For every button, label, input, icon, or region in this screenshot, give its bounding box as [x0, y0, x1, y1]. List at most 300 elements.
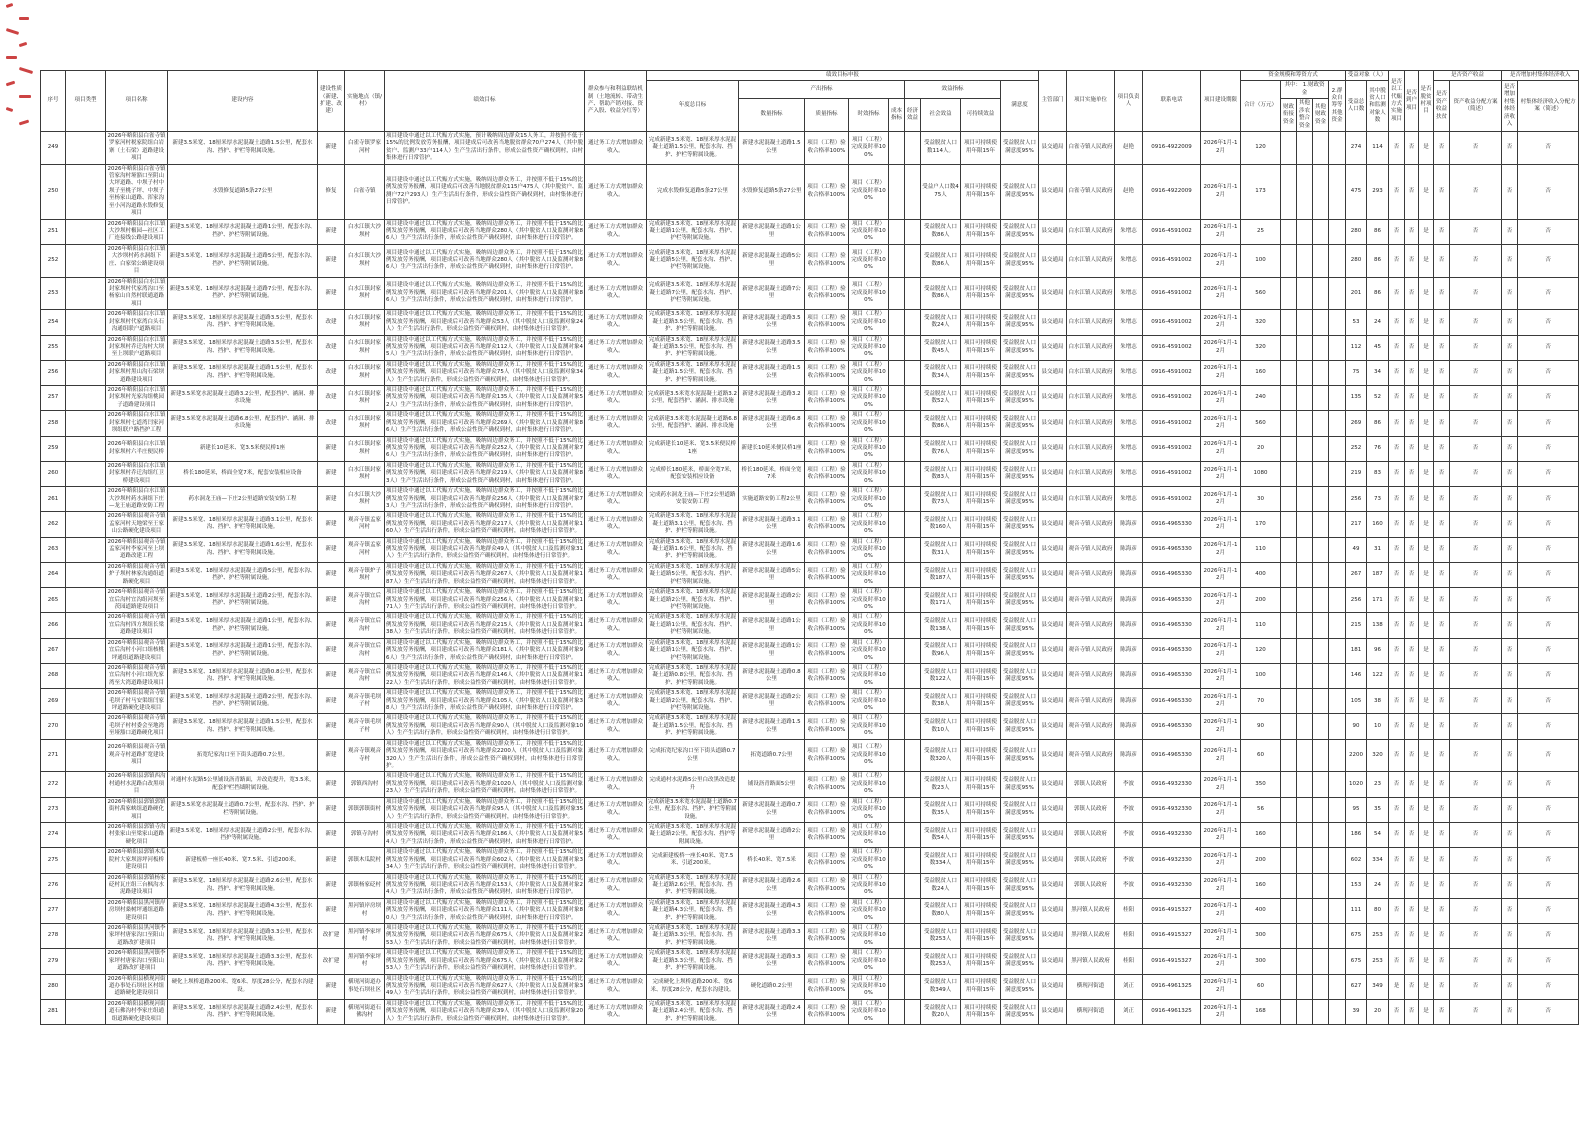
cell-construction-nature: 新建 [318, 277, 345, 310]
cell-total-fund: 110 [1241, 613, 1281, 638]
cell-flag-poverty-village: 是 [1419, 244, 1434, 277]
cell-phone: 0916-4591002 [1143, 244, 1201, 277]
cell-timeliness: 项目（工程）完成及时率100% [849, 537, 889, 562]
cell-other-fiscal-fund [1313, 739, 1329, 772]
cell-leader: 朱增志 [1115, 335, 1143, 360]
cell-serial: 269 [41, 689, 66, 714]
cell-participation: 通过务工方式增加群众收入。 [585, 898, 647, 923]
cell-period: 2026年1月-12月 [1201, 689, 1241, 714]
cell-quality: 项目（工程）验收合格率100% [805, 487, 849, 512]
cell-performance-goal: 项目建设中通过以工代赈方式实施，吸纳周边群众务工，并按照不低于15%的比例发放劳务报酬，项目建成后可改善当地群众146人（其中脱贫人口及监测对象122人）生产生活出行条件，形成公益性资产确权到村，由村集体进行日常管护。 [385, 663, 585, 688]
cell-annual-goal: 完成新建3.5米宽、18厘米厚水泥混凝土道路7公里，配套水沟、挡护、护栏等附属设施。 [647, 277, 739, 310]
col-header-collective-increase: 是否增加村集体经济收入 [1502, 81, 1518, 132]
cell-construction-nature: 新建 [318, 663, 345, 688]
cell-satisfaction: 受益脱贫人口满意度95% [1001, 772, 1039, 797]
cell-performance-goal: 项目建设中通过以工代赈方式实施，吸纳周边群众务工，并按照不低于15%的比例发放劳务报酬，项目建成后可改善当地群众602人（其中脱贫人口及监测对象334人）生产生活出行条件，形成公益性资产确权到村，由村集体进行日常管护。 [385, 848, 585, 873]
cell-dept: 县交通局 [1039, 277, 1067, 310]
cell-timeliness: 项目（工程）完成及时率100% [849, 219, 889, 244]
cell-leader: 陈海彦 [1115, 739, 1143, 772]
cell-performance-goal: 项目建设中通过以工代赈方式实施，吸纳周边群众务工，并按照不低于15%的比例发放劳务报酬，项目建成后可改善当地群众105人（其中脱贫人口及监测对象38人）生产生活出行条件，形成公益性资产确权到村，由村集体进行日常管护。 [385, 689, 585, 714]
cell-flag-collective-increase: 否 [1502, 461, 1518, 486]
cell-performance-goal: 项目建设中通过以工代赈方式实施，吸纳周边群众务工，并按照不低于15%的比例发放劳务报酬，项目建成后可改善当地群众90人（其中脱贫人口及监测对象10人）生产生活出行条件，形成公益性资产确权到村，由村集体进行日常管护。 [385, 714, 585, 739]
table-row [41, 797, 1579, 822]
cell-social: 受益脱贫人口数160人 [921, 512, 961, 537]
cell-poor-population: 171 [1367, 588, 1389, 613]
cell-flag-poverty-village: 是 [1419, 638, 1434, 663]
cell-asset-plan: 否 [1450, 512, 1502, 537]
cell-quantity: 新建水泥混凝土道路2公里 [739, 689, 805, 714]
cell-quality: 项目（工程）验收合格率100% [805, 949, 849, 974]
cell-performance-goal: 项目建设中通过以工代赈方式实施，吸纳周边群众务工，并按照不低于15%的比例发放劳务报酬，项目建成后可改善当地群众112人（其中脱贫人口及监测对象45人）生产生活出行条件，形成公益性资产确权到村，由村集体进行日常管护。 [385, 335, 585, 360]
cell-annual-goal: 完成新建3.5米宽水泥混凝土道路3.2公里，配套挡护、涵洞、排水设施 [647, 386, 739, 411]
cell-social: 受益脱贫人口数187人 [921, 562, 961, 587]
cell-project-type [66, 873, 106, 898]
cell-flag-asset-income: 否 [1434, 512, 1450, 537]
cell-poor-population: 334 [1367, 848, 1389, 873]
table-row [41, 588, 1579, 613]
cell-leader: 陈海彦 [1115, 613, 1143, 638]
table-row [41, 822, 1579, 847]
cell-project-name: 2026年略阳县观音寺镇宜后沟村四方坝组长梁道路建设项目 [106, 613, 168, 638]
cell-serial: 277 [41, 898, 66, 923]
cell-cost [889, 277, 905, 310]
cell-annual-goal: 完成新建长10延米、宽3.5米便民桥1座 [647, 436, 739, 461]
cell-social: 受益脱贫人口数76人 [921, 436, 961, 461]
cell-satisfaction: 受益脱贫人口满意度95% [1001, 386, 1039, 411]
cell-serial: 263 [41, 537, 66, 562]
cell-asset-plan: 否 [1450, 949, 1502, 974]
cell-self-raised [1329, 512, 1346, 537]
cell-location: 观音寺镇宜后沟村 [345, 588, 385, 613]
table-row [41, 360, 1579, 385]
cell-flag-collective-increase: 否 [1502, 797, 1518, 822]
cell-flag-to-household: 否 [1405, 797, 1419, 822]
cell-economic [905, 131, 921, 164]
cell-construction-nature: 修复 [318, 164, 345, 219]
cell-project-name: 2026年略阳县郭镇杨家砭村瓦庄组三台枫沟水泥路建设项目 [106, 873, 168, 898]
cell-dept: 县交通局 [1039, 335, 1067, 360]
cell-cost [889, 537, 905, 562]
cell-fiscal-link-fund [1281, 822, 1297, 847]
cell-serial: 253 [41, 277, 66, 310]
cell-collective-plan: 否 [1518, 335, 1579, 360]
cell-construction-nature: 新建 [318, 487, 345, 512]
cell-total-fund: 200 [1241, 588, 1281, 613]
cell-asset-plan: 否 [1450, 638, 1502, 663]
cell-implementing-unit: 观音寺镇人民政府 [1067, 537, 1115, 562]
cell-implementing-unit: 郭镇人民政府 [1067, 873, 1115, 898]
col-header-project-type: 项目类型 [66, 71, 106, 132]
cell-flag-to-household: 否 [1405, 335, 1419, 360]
cell-satisfaction: 受益脱贫人口满意度95% [1001, 335, 1039, 360]
table-header [41, 71, 1579, 132]
cell-total-fund: 170 [1241, 512, 1281, 537]
cell-quality: 项目（工程）验收合格率100% [805, 588, 849, 613]
cell-implementing-unit: 横现河街道 [1067, 974, 1115, 999]
cell-fiscal-link-fund [1281, 714, 1297, 739]
cell-total-fund: 70 [1241, 689, 1281, 714]
red-ink-marks [4, 4, 38, 144]
cell-flag-asset-income: 否 [1434, 562, 1450, 587]
cell-leader: 朱增志 [1115, 244, 1143, 277]
cell-flag-to-household: 否 [1405, 613, 1419, 638]
cell-asset-plan: 否 [1450, 436, 1502, 461]
cell-annual-goal: 完成新建3.5米宽、18厘米厚水泥混凝土道路2公里，配套水沟、挡护、护栏等附属设施。 [647, 689, 739, 714]
cell-flag-poverty-village: 是 [1419, 487, 1434, 512]
cell-leader: 朱增志 [1115, 386, 1143, 411]
cell-performance-goal: 项目建设中通过以工代赈方式实施，吸纳周边群众务工，并按照不低于15%的比例发放劳务报酬，项目建成后可改善当地群众675人（其中脱贫人口及监测对象253人）生产生活出行条件，形成公益性资产确权到村，由村集体进行日常管护。 [385, 924, 585, 949]
cell-fiscal-link-fund [1281, 277, 1297, 310]
col-header-economic: 经济效益 [905, 99, 921, 132]
cell-flag-asset-income: 否 [1434, 663, 1450, 688]
cell-participation: 通过务工方式增加群众收入。 [585, 663, 647, 688]
cell-dept: 县交通局 [1039, 537, 1067, 562]
cell-flag-work-relief: 否 [1389, 873, 1405, 898]
cell-timeliness: 项目（工程）完成及时率100% [849, 739, 889, 772]
group-header-benefit-indicators: 效益指标 [905, 81, 1001, 99]
cell-timeliness: 项目（工程）完成及时率100% [849, 487, 889, 512]
cell-cost [889, 663, 905, 688]
cell-implementing-unit: 白水江镇人民政府 [1067, 219, 1115, 244]
cell-project-name: 2026年略阳县黑河镇李家坪村唐家沟口至阳山道路改扩建项目 [106, 924, 168, 949]
cell-location: 白水江镇封家坝村 [345, 335, 385, 360]
cell-total-fund: 56 [1241, 797, 1281, 822]
cell-sustain: 项目可持续使用年限15年 [961, 537, 1001, 562]
cell-flag-to-household: 否 [1405, 663, 1419, 688]
cell-project-name: 2026年略阳县郭镇木瓜院村大家坝溶坪河板桥建设项目 [106, 848, 168, 873]
cell-flag-work-relief: 否 [1389, 848, 1405, 873]
cell-quantity: 新建水泥混凝土道路3.2公里 [739, 386, 805, 411]
cell-collective-plan: 否 [1518, 848, 1579, 873]
cell-phone: 0916-4915327 [1143, 924, 1201, 949]
cell-economic [905, 310, 921, 335]
cell-poor-population: 138 [1367, 613, 1389, 638]
cell-dept: 县交通局 [1039, 772, 1067, 797]
cell-implementing-unit: 观音寺镇人民政府 [1067, 562, 1115, 587]
cell-quantity: 新建水泥混凝土道路2.6公里 [739, 873, 805, 898]
cell-self-raised [1329, 360, 1346, 385]
cell-period: 2026年1月-12月 [1201, 898, 1241, 923]
cell-sustain: 项目可持续使用年限15年 [961, 638, 1001, 663]
cell-period: 2026年1月-12月 [1201, 277, 1241, 310]
cell-project-type [66, 898, 106, 923]
cell-asset-plan: 否 [1450, 613, 1502, 638]
cell-construction-nature: 新建 [318, 562, 345, 587]
cell-location: 观音寺镇毛坝子村 [345, 689, 385, 714]
cell-total-fund: 300 [1241, 924, 1281, 949]
cell-cost [889, 131, 905, 164]
cell-construction-nature: 新建 [318, 873, 345, 898]
cell-other-fiscal-fund [1313, 924, 1329, 949]
cell-participation: 通过务工方式增加群众收入。 [585, 638, 647, 663]
cell-flag-collective-increase: 否 [1502, 562, 1518, 587]
cell-social: 受益脱贫人口数10人 [921, 714, 961, 739]
cell-quality: 项目（工程）验收合格率100% [805, 797, 849, 822]
cell-poor-population: 86 [1367, 411, 1389, 436]
cell-phone: 0916-4965330 [1143, 714, 1201, 739]
cell-serial: 251 [41, 219, 66, 244]
cell-location: 横现河街道办事处石坝社区 [345, 974, 385, 999]
cell-self-raised [1329, 131, 1346, 164]
cell-poor-population: 31 [1367, 537, 1389, 562]
cell-social: 受益脱贫人口数86人 [921, 411, 961, 436]
cell-flag-work-relief: 否 [1389, 898, 1405, 923]
cell-flag-work-relief: 否 [1389, 588, 1405, 613]
cell-quantity: 新建水泥混凝土道路3.1公里 [739, 512, 805, 537]
cell-phone: 0916-4591002 [1143, 335, 1201, 360]
cell-self-raised [1329, 739, 1346, 772]
cell-location: 观音寺镇孟家河村 [345, 537, 385, 562]
cell-poor-population: 187 [1367, 562, 1389, 587]
cell-period: 2026年1月-12月 [1201, 588, 1241, 613]
col-header-poor-population: 其中脱贫人口和监测对象人数 [1367, 81, 1389, 132]
table-row [41, 164, 1579, 219]
cell-agri-integrated-fund [1297, 822, 1313, 847]
cell-project-type [66, 164, 106, 219]
cell-phone: 0916-4591002 [1143, 310, 1201, 335]
cell-flag-poverty-village: 是 [1419, 588, 1434, 613]
cell-collective-plan: 否 [1518, 562, 1579, 587]
cell-participation: 通过务工方式增加群众收入。 [585, 714, 647, 739]
cell-total-fund: 560 [1241, 277, 1281, 310]
cell-phone: 0916-4965330 [1143, 739, 1201, 772]
cell-project-type [66, 714, 106, 739]
cell-project-type [66, 244, 106, 277]
cell-participation: 通过务工方式增加群众收入。 [585, 848, 647, 873]
table-row [41, 999, 1579, 1024]
cell-location: 白雀寺镇罗家河村 [345, 131, 385, 164]
cell-location: 观音寺镇孟家河村 [345, 512, 385, 537]
red-ink-mark [19, 95, 31, 98]
cell-flag-asset-income: 否 [1434, 974, 1450, 999]
cell-other-fiscal-fund [1313, 663, 1329, 688]
cell-sustain: 项目可持续使用年限15年 [961, 386, 1001, 411]
cell-quantity: 新建水泥混凝土道路3.3公里 [739, 924, 805, 949]
cell-total-fund: 20 [1241, 436, 1281, 461]
cell-flag-asset-income: 否 [1434, 310, 1450, 335]
cell-flag-asset-income: 否 [1434, 772, 1450, 797]
cell-asset-plan: 否 [1450, 411, 1502, 436]
cell-annual-goal: 完成新建3.5米宽、18厘米厚水泥混凝土道路1.5公里，配套水沟、挡护、护栏等附属设施。 [647, 714, 739, 739]
cell-fiscal-link-fund [1281, 537, 1297, 562]
cell-leader: 赵艳 [1115, 164, 1143, 219]
cell-social: 受益脱贫人口数38人 [921, 689, 961, 714]
cell-quality: 项目（工程）验收合格率100% [805, 663, 849, 688]
cell-timeliness: 项目（工程）完成及时率100% [849, 949, 889, 974]
cell-agri-integrated-fund [1297, 131, 1313, 164]
col-header-sustain: 可持续效益 [961, 99, 1001, 132]
cell-annual-goal: 完成新建3.5米宽、18厘米厚水泥混凝土道路5公里，配套水沟、挡护、护栏等附属设施。 [647, 244, 739, 277]
cell-economic [905, 219, 921, 244]
cell-annual-goal: 完成新建3.5米宽、18厘米厚水泥混凝土道路1.5公里，配套水沟、挡护、护栏等附属设施。 [647, 360, 739, 385]
cell-period: 2026年1月-12月 [1201, 562, 1241, 587]
cell-leader: 刘正 [1115, 974, 1143, 999]
cell-social: 受益脱贫人口数34人 [921, 360, 961, 385]
cell-asset-plan: 否 [1450, 219, 1502, 244]
cell-flag-work-relief: 否 [1389, 360, 1405, 385]
cell-implementing-unit: 观音寺镇人民政府 [1067, 588, 1115, 613]
cell-fiscal-link-fund [1281, 638, 1297, 663]
cell-construction-content: 新建3.5米宽、18厘米厚水泥混凝土道路2.6公里，配套水沟、挡护、护栏等附属设施。 [168, 873, 318, 898]
cell-self-raised [1329, 219, 1346, 244]
table-row [41, 974, 1579, 999]
cell-annual-goal: 完成新建3.5米宽、18厘米厚水泥混凝土道路1.6公里，配套水沟、挡护、护栏等附属设施。 [647, 537, 739, 562]
cell-collective-plan: 否 [1518, 797, 1579, 822]
cell-asset-plan: 否 [1450, 164, 1502, 219]
cell-collective-plan: 否 [1518, 999, 1579, 1024]
cell-total-fund: 90 [1241, 714, 1281, 739]
cell-satisfaction: 受益脱贫人口满意度95% [1001, 848, 1039, 873]
cell-sustain: 项目可持续使用年限15年 [961, 689, 1001, 714]
cell-performance-goal: 项目建设中通过以工代赈方式实施，吸纳周边群众务工，并按照不低于15%的比例发放劳务报酬，项目建成后可改善当地群众215人（其中脱贫人口及监测对象138人）生产生活出行条件，形成公益性资产确权到村，由村集体进行日常管护。 [385, 613, 585, 638]
cell-fiscal-link-fund [1281, 739, 1297, 772]
cell-location: 白水江镇大沙坝村 [345, 487, 385, 512]
cell-self-raised [1329, 924, 1346, 949]
cell-poor-population: 320 [1367, 739, 1389, 772]
cell-social: 受益脱贫人口数171人 [921, 588, 961, 613]
cell-total-population: 602 [1346, 848, 1367, 873]
cell-cost [889, 411, 905, 436]
group-header-output-indicators: 产出指标 [739, 81, 905, 99]
cell-agri-integrated-fund [1297, 797, 1313, 822]
cell-flag-asset-income: 否 [1434, 219, 1450, 244]
cell-dept: 县交通局 [1039, 244, 1067, 277]
cell-construction-nature: 新建 [318, 613, 345, 638]
cell-agri-integrated-fund [1297, 739, 1313, 772]
cell-serial: 275 [41, 848, 66, 873]
cell-quantity: 新建水泥混凝土道路4.3公里 [739, 898, 805, 923]
cell-quantity: 新建水泥混凝土道路5公里 [739, 562, 805, 587]
table-row [41, 689, 1579, 714]
cell-period: 2026年1月-12月 [1201, 537, 1241, 562]
cell-phone: 0916-4915327 [1143, 898, 1201, 923]
cell-asset-plan: 否 [1450, 974, 1502, 999]
cell-construction-nature: 新建 [318, 512, 345, 537]
cell-total-population: 2200 [1346, 739, 1367, 772]
cell-annual-goal: 完成新建3.5米宽、18厘米厚水泥混凝土道路1公里，配套水沟、挡护、护栏等附属设施。 [647, 638, 739, 663]
cell-flag-poverty-village: 是 [1419, 999, 1434, 1024]
cell-self-raised [1329, 436, 1346, 461]
red-ink-mark [6, 81, 15, 87]
cell-period: 2026年1月-12月 [1201, 613, 1241, 638]
cell-sustain: 项目可持续使用年限15年 [961, 436, 1001, 461]
cell-leader: 陈海彦 [1115, 512, 1143, 537]
cell-poor-population: 10 [1367, 714, 1389, 739]
cell-serial: 281 [41, 999, 66, 1024]
cell-economic [905, 739, 921, 772]
cell-serial: 273 [41, 797, 66, 822]
cell-quantity: 新建水泥混凝土道路1公里 [739, 613, 805, 638]
cell-dept: 县交通局 [1039, 310, 1067, 335]
cell-social: 受益脱贫人口数86人 [921, 219, 961, 244]
cell-social: 受益脱贫人口数73人 [921, 487, 961, 512]
cell-satisfaction: 受益脱贫人口满意度95% [1001, 310, 1039, 335]
table-row [41, 772, 1579, 797]
cell-flag-asset-income: 否 [1434, 873, 1450, 898]
cell-other-fiscal-fund [1313, 974, 1329, 999]
cell-cost [889, 638, 905, 663]
cell-satisfaction: 受益脱贫人口满意度95% [1001, 638, 1039, 663]
cell-participation: 通过务工方式增加群众收入。 [585, 999, 647, 1024]
cell-other-fiscal-fund [1313, 873, 1329, 898]
table-row [41, 436, 1579, 461]
cell-quantity: 新建水泥混凝土道路1.6公里 [739, 537, 805, 562]
red-ink-mark [19, 120, 29, 126]
cell-timeliness: 项目（工程）完成及时率100% [849, 999, 889, 1024]
cell-collective-plan: 否 [1518, 487, 1579, 512]
cell-sustain: 项目可持续使用年限15年 [961, 613, 1001, 638]
cell-flag-collective-increase: 否 [1502, 164, 1518, 219]
cell-total-population: 675 [1346, 924, 1367, 949]
cell-sustain: 项目可持续使用年限15年 [961, 848, 1001, 873]
cell-serial: 250 [41, 164, 66, 219]
cell-dept: 县交通局 [1039, 689, 1067, 714]
cell-flag-work-relief: 否 [1389, 411, 1405, 436]
cell-construction-content: 新建3.5米宽、18厘米厚水泥混凝土道路1公里，配套水沟、挡护、护栏等附属设施。 [168, 219, 318, 244]
cell-annual-goal: 完成桥长180延米，桥面全宽7米，配套安装相应设备 [647, 461, 739, 486]
cell-participation: 通过务工方式增加群众收入。 [585, 310, 647, 335]
cell-sustain: 项目可持续使用年限15年 [961, 131, 1001, 164]
cell-cost [889, 797, 905, 822]
cell-total-population: 627 [1346, 974, 1367, 999]
cell-project-type [66, 537, 106, 562]
cell-economic [905, 512, 921, 537]
cell-sustain: 项目可持续使用年限15年 [961, 219, 1001, 244]
cell-construction-content: 新建3.5米宽、18厘米厚水泥混凝土道路4.3公里，配套水沟、挡护、护栏等附属设施。 [168, 898, 318, 923]
cell-agri-integrated-fund [1297, 873, 1313, 898]
cell-participation: 通过务工方式增加群众收入。 [585, 949, 647, 974]
cell-timeliness: 项目（工程）完成及时率100% [849, 797, 889, 822]
cell-self-raised [1329, 949, 1346, 974]
cell-cost [889, 360, 905, 385]
table-row [41, 411, 1579, 436]
cell-social: 受益脱贫人口数31人 [921, 537, 961, 562]
cell-fiscal-link-fund [1281, 310, 1297, 335]
cell-cost [889, 739, 905, 772]
cell-agri-integrated-fund [1297, 588, 1313, 613]
cell-project-name: 2026年略阳县白雀寺镇管家沟村垭豁口至阴山大坪道路、中坝子村中坝子至桃子坪、中坝子至杨家山道路、浑家沟至小河沟道路水毁修复项目 [106, 164, 168, 219]
cell-quality: 项目（工程）验收合格率100% [805, 898, 849, 923]
cell-location: 黑河镇李家坪村 [345, 924, 385, 949]
col-header-poverty-village: 是否脱贫村项目 [1419, 71, 1434, 132]
cell-phone: 0916-4965330 [1143, 663, 1201, 688]
cell-economic [905, 797, 921, 822]
cell-leader: 李波 [1115, 873, 1143, 898]
project-performance-table [40, 70, 1579, 1025]
cell-phone: 0916-4591002 [1143, 436, 1201, 461]
cell-location: 郭镇郭镇街村 [345, 797, 385, 822]
cell-quantity: 水毁修复道路5条27公里 [739, 164, 805, 219]
cell-self-raised [1329, 588, 1346, 613]
cell-phone: 0916-4932330 [1143, 873, 1201, 898]
cell-flag-asset-income: 否 [1434, 164, 1450, 219]
cell-annual-goal: 完成硬化上坝桥道路200米、宽6米、厚度28公分，配套水沟建设。 [647, 974, 739, 999]
cell-total-population: 1020 [1346, 772, 1367, 797]
cell-collective-plan: 否 [1518, 164, 1579, 219]
cell-flag-work-relief: 是 [1389, 974, 1405, 999]
cell-flag-work-relief: 否 [1389, 436, 1405, 461]
cell-collective-plan: 否 [1518, 244, 1579, 277]
cell-quality: 项目（工程）验收合格率100% [805, 999, 849, 1024]
col-header-implementing-unit: 项目实施单位 [1067, 71, 1115, 132]
cell-other-fiscal-fund [1313, 310, 1329, 335]
cell-leader: 李波 [1115, 822, 1143, 847]
cell-location: 观音寺镇毛坝子村 [345, 714, 385, 739]
cell-total-population: 215 [1346, 613, 1367, 638]
cell-agri-integrated-fund [1297, 164, 1313, 219]
cell-period: 2026年1月-12月 [1201, 219, 1241, 244]
group-header-beneficiaries: 受益对象（人） [1346, 71, 1389, 81]
